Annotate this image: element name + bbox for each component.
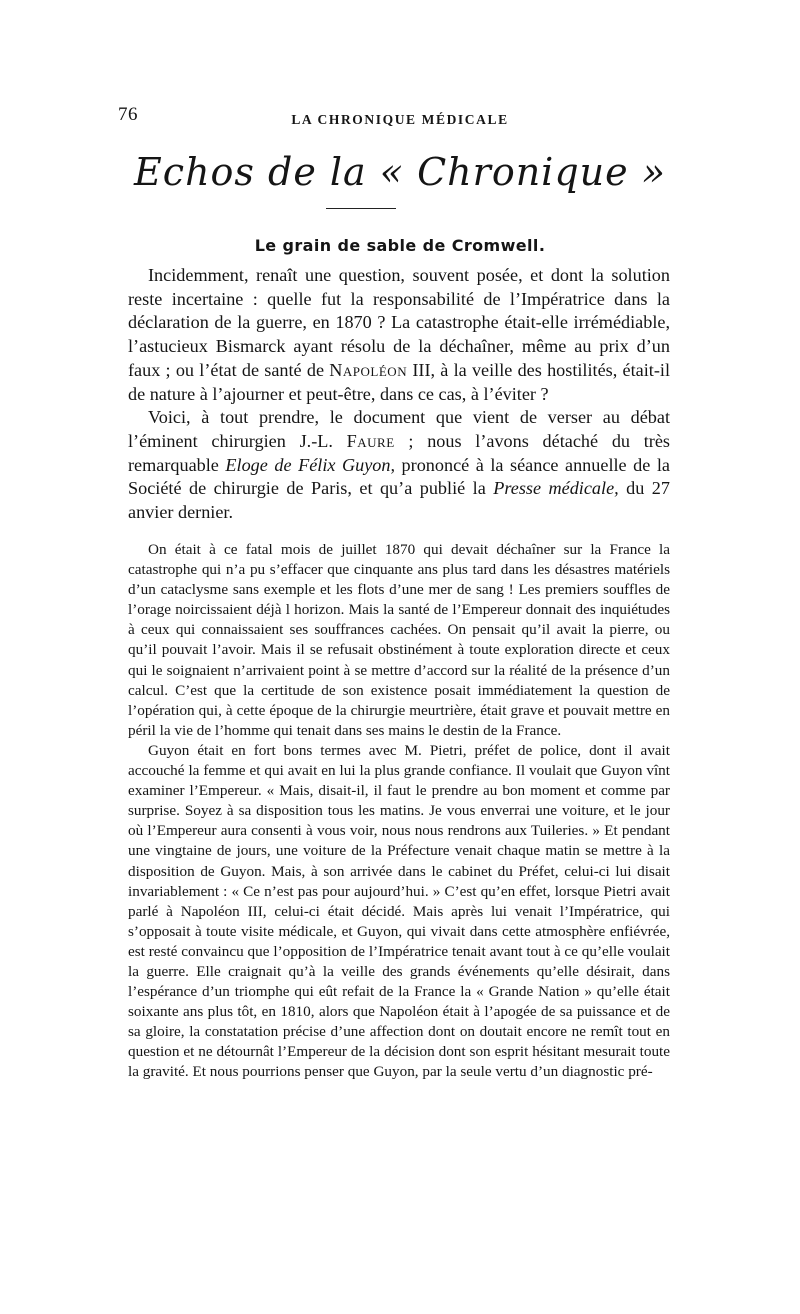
text-run: Voici, à tout prendre, le document que vient de verser au débat l’éminent chirurgien J.-L. (128, 407, 670, 451)
small-caps-name: Napoléon (329, 359, 408, 380)
quote-paragraph (128, 540, 670, 741)
text-run: III, à la veille des hostilités, était-il de nature à l’ajourner et peut-être, dans ce cas, à l’éviter ? (128, 359, 670, 404)
text-run: On était à ce fatal mois de juillet 1870 qui devait déchaîner sur la France la catastrophe qui n’a pu s’effacer que cinquante ans plus tard dans les désastres matériels d’un cataclysme sans exemple et les flots d’une mer de sang ! Les premiers souffles de l’orage noircissaient déjà l horizon. Mais la santé de l’Empereur donnait des inquiétudes à ceux qui connaissaient ses souffrances cachées. On pensait qu’il avait la pierre, ou qu’il pouvait l’avoir. Mais il se refusait obstinément à toute exploration directe et ceux qui le soignaient n’arrivaient point à se mettre d’accord sur la réalité de la présence d’un calcul. C’est que la certitude de son existence posait immédiatement la question de l’opération qui, à cette époque de la chirurgie meurtrière, était grave et pouvait mettre en péril la vie de l’homme qui tenait dans ses mains le destin de la France. (128, 541, 670, 739)
lead-paragraph (128, 264, 670, 406)
page-number: 76 (118, 104, 138, 125)
section-title: Echos de la « Chronique » (134, 150, 666, 194)
article-lead-text (128, 264, 670, 525)
lead-paragraph (128, 406, 670, 525)
title-divider (326, 208, 396, 209)
italic-title: Presse médicale, (493, 478, 619, 499)
italic-title: Eloge de Félix Guyon, (225, 454, 396, 475)
text-run: du 27 anvier dernier. (128, 478, 670, 523)
text-run: Incidemment, renaît une question, souvent posée, et dont la solution reste incertaine : quelle fut la responsabilité de l’Impératrice dans la déclaration de la guerre, en 1870 ? La catastrophe était-elle irrémédiable, l’astucieux Bismarck ayant résolu de la déchaîner, même au prix d’un faux ; ou l’état de santé de (128, 265, 670, 380)
text-run: Guyon était en fort bons termes avec M. Pietri, préfet de police, dont il avait accouché la femme et qui avait en lui la plus grande confiance. Il voulait que Guyon vînt examiner l’Empereur. « Mais, disait-il, il faut le prendre au bon moment et comme par surprise. Soyez à sa disposition tous les matins. Je vous enverrai une voiture, et le jour où l’Empereur aura consenti à vous voir, nous nous rendrons aux Tuileries. » Et pendant une vingtaine de jours, une voiture de la Préfecture venait chaque matin se mettre à la disposition de Guyon. Mais, à son arrivée dans le cabinet du Préfet, celui-ci lui disait invariablement : « Ce n’est pas pour aujourd’hui. » C’est qu’en effet, lorsque Pietri avait parlé à Napoléon III, celui-ci était décidé. Mais après lui venait l’Impératrice, qui s’opposait à toute visite médicale, et Guyon, qui vivait dans cette atmosphère enfiévrée, est resté convaincu que l’opposition de l’Impératrice tenait avant tout à ce qu’elle voulait la guerre. Elle craignait qu’à la veille des grands événements qu’elle désirait, dans l’espérance d’un triomphe qui eût refait de la France la « Grande Nation » qu’elle était soixante ans plus tôt, en 1810, alors que Napoléon était à l’apogée de sa puissance et de sa gloire, la constatation précise d’une affection dont on doutait encore ne remît tout en question et ne détournât l’Empereur de la décision dont son esprit hésitant mesurait toute la gravité. Et nous pourrions penser que Guyon, par la seule vertu d’un diagnostic pré- (128, 741, 670, 1081)
quote-paragraph (128, 741, 670, 1083)
quoted-excerpt (128, 540, 670, 1083)
text-run: prononcé à la séance annuelle de la Société de chirurgie de Paris, et qu’a publié la (128, 454, 670, 499)
small-caps-name: Faure (346, 430, 395, 451)
article-title: Le grain de sable de Cromwell. (254, 236, 546, 255)
running-head: LA CHRONIQUE MÉDICALE (291, 112, 509, 127)
text-run: ; nous l’avons détaché du très remarquable (128, 430, 670, 475)
